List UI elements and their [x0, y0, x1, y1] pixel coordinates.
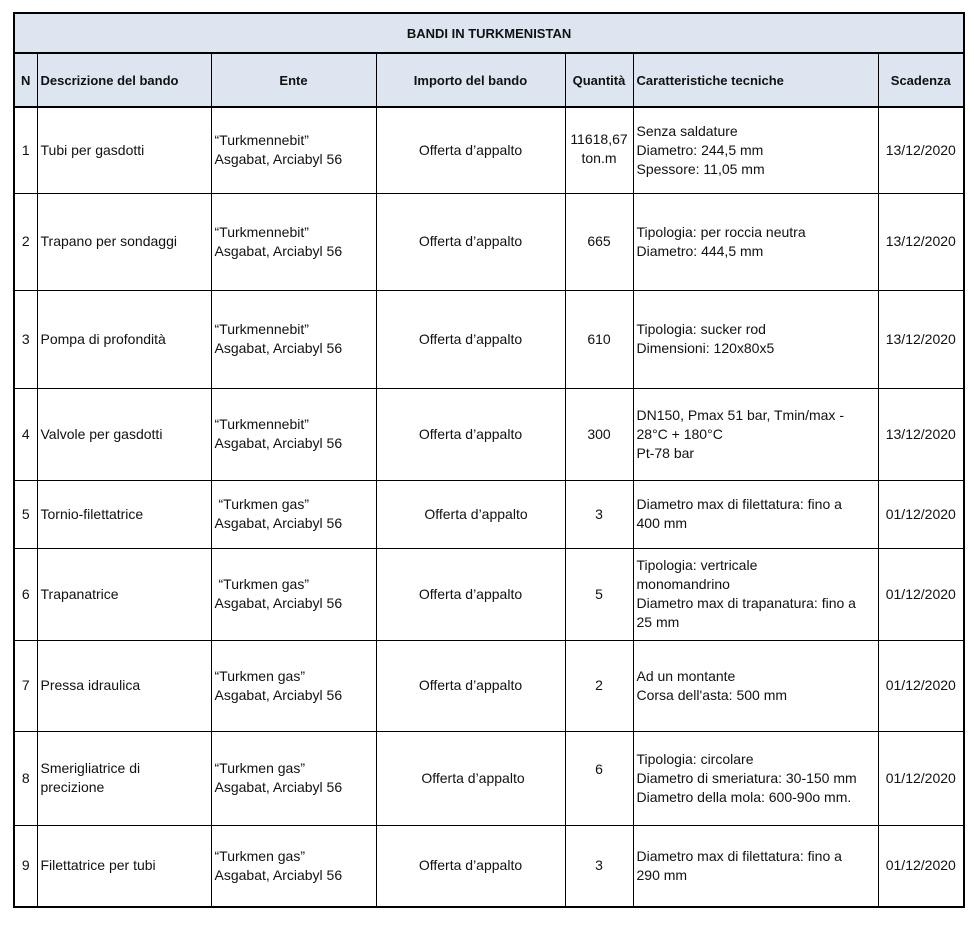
cell-quantita: [565, 388, 633, 480]
cell-scadenza: [878, 388, 964, 480]
cell-scadenza-text: 13/12/2020: [885, 425, 956, 442]
cell-quantita: [565, 640, 633, 731]
cell-importo-text: Offerta d’appalto: [418, 425, 523, 442]
cell-caratteristiche-text: Tipologia: sucker rod: [636, 321, 766, 337]
table-row: [14, 480, 964, 548]
cell-caratteristiche: [633, 388, 878, 480]
cell-descrizione: [37, 290, 211, 388]
cell-caratteristiche-text: DN150, Pmax 51 bar, Tmin/max -: [636, 406, 844, 423]
cell-scadenza: [878, 548, 964, 640]
cell-quantita: [565, 193, 633, 290]
cell-n: [14, 107, 37, 193]
header-n: N: [14, 53, 37, 107]
cell-quantita-text: 2: [595, 677, 603, 693]
cell-n-text: 3: [21, 330, 30, 347]
header-importo: Importo del bando: [376, 53, 565, 107]
cell-scadenza-text: 13/12/2020: [885, 233, 956, 249]
cell-caratteristiche-text: Diametro max di trapanatura: fino a: [636, 595, 856, 611]
cell-descrizione: [37, 731, 211, 825]
cell-scadenza-text: 01/12/2020: [885, 769, 956, 786]
cell-importo: [376, 193, 565, 290]
cell-descrizione: [37, 193, 211, 290]
cell-descrizione-text: Trapano per sondaggi: [40, 233, 177, 249]
cell-descrizione-text: Trapanatrice: [40, 585, 119, 602]
table-row: [14, 107, 964, 193]
cell-scadenza: [878, 193, 964, 290]
cell-descrizione-text: Filettatrice per tubi: [40, 857, 156, 874]
cell-ente-text: Asgabat, Arciabyl 56: [214, 515, 343, 531]
cell-caratteristiche-text: monomandrino: [636, 576, 730, 592]
cell-ente-text: “Turkmennebit”: [214, 223, 309, 240]
cell-n: [14, 388, 37, 480]
cell-caratteristiche-text: 290 mm: [636, 866, 688, 883]
table-body: [14, 107, 964, 907]
cell-n: [14, 290, 37, 388]
cell-caratteristiche-text: Senza saldature: [636, 122, 738, 139]
cell-scadenza-text: 01/12/2020: [885, 585, 956, 602]
cell-ente-text: Asgabat, Arciabyl 56: [214, 340, 343, 356]
cell-descrizione-text: Pressa idraulica: [40, 677, 141, 693]
cell-caratteristiche: [633, 480, 878, 548]
cell-quantita: [565, 107, 633, 193]
cell-n-text: 8: [21, 769, 30, 786]
cell-ente-text: “Turkmen gas”: [214, 847, 306, 864]
cell-scadenza: [878, 825, 964, 907]
cell-quantita: [565, 731, 633, 825]
cell-ente-text: “Turkmennebit”: [214, 416, 309, 432]
table-row: [14, 290, 964, 388]
cell-ente: [211, 480, 376, 548]
cell-caratteristiche-text: Diametro di smeriatura: 30-150 mm: [636, 769, 857, 786]
title-row: [14, 13, 964, 53]
cell-scadenza-text: 13/12/2020: [885, 141, 956, 158]
cell-descrizione: [37, 388, 211, 480]
cell-ente: [211, 548, 376, 640]
cell-caratteristiche-text: Tipologia: vertricale: [636, 557, 758, 573]
cell-importo: [376, 825, 565, 907]
cell-scadenza-text: 01/12/2020: [885, 857, 956, 874]
cell-ente: [211, 193, 376, 290]
cell-caratteristiche-text: 28°C + 180°C: [636, 425, 723, 442]
cell-quantita-text: ton.m: [581, 150, 617, 166]
cell-scadenza: [878, 290, 964, 388]
cell-n: [14, 640, 37, 731]
cell-caratteristiche-text: Ad un montante: [636, 667, 736, 684]
cell-caratteristiche-text: Spessore: 11,05 mm: [636, 160, 765, 177]
cell-ente-text: “Turkmen gas”: [218, 496, 310, 512]
cell-descrizione-text: Tornio-filettatrice: [40, 505, 144, 522]
cell-descrizione-text: Tubi per gasdotti: [40, 141, 145, 158]
cell-ente: [211, 107, 376, 193]
cell-scadenza: [878, 731, 964, 825]
cell-descrizione: [37, 825, 211, 907]
cell-descrizione-text: Pompa di profondità: [40, 330, 166, 347]
cell-quantita: [565, 548, 633, 640]
cell-ente-text: “Turkmennebit”: [214, 321, 309, 337]
cell-quantita: [565, 825, 633, 907]
cell-ente-text: Asgabat, Arciabyl 56: [214, 242, 343, 259]
cell-importo: [376, 640, 565, 731]
table-row: [14, 388, 964, 480]
cell-quantita: [565, 290, 633, 388]
cell-caratteristiche-text: 400 mm: [636, 515, 688, 531]
cell-descrizione: [37, 640, 211, 731]
cell-quantita-text: 5: [595, 585, 603, 602]
cell-caratteristiche: [633, 731, 878, 825]
cell-descrizione: [37, 107, 211, 193]
header-scadenza: Scadenza: [878, 53, 964, 107]
cell-ente-text: Asgabat, Arciabyl 56: [214, 779, 343, 795]
table-row: [14, 731, 964, 825]
cell-caratteristiche: [633, 193, 878, 290]
cell-ente-text: Asgabat, Arciabyl 56: [214, 866, 343, 883]
cell-ente: [211, 388, 376, 480]
cell-descrizione-text: Valvole per gasdotti: [40, 425, 163, 442]
cell-n: [14, 193, 37, 290]
cell-importo-text: Offerta d’appalto: [418, 330, 523, 347]
cell-n-text: 6: [21, 585, 30, 602]
cell-quantita-text: 300: [587, 425, 611, 442]
cell-scadenza-text: 01/12/2020: [885, 677, 956, 693]
header-descrizione: Descrizione del bando: [37, 53, 211, 107]
cell-importo: [376, 290, 565, 388]
cell-importo: [376, 480, 565, 548]
cell-importo-text: Offerta d’appalto: [418, 677, 523, 693]
cell-importo-text: Offerta d’appalto: [418, 233, 523, 249]
header-row: [14, 53, 964, 107]
cell-caratteristiche-text: 25 mm: [636, 614, 680, 630]
cell-caratteristiche-text: Tipologia: per roccia neutra: [636, 223, 806, 240]
header-quantita: Quantità: [565, 53, 633, 107]
cell-n-text: 7: [21, 677, 30, 693]
cell-descrizione-text: precizione: [40, 779, 105, 795]
cell-quantita-text: 665: [587, 233, 611, 249]
cell-importo-text: Offerta d’appalto: [418, 585, 523, 602]
cell-caratteristiche-text: Diametro max di filettatura: fino a: [636, 847, 842, 864]
table-row: [14, 193, 964, 290]
cell-ente-text: “Turkmennebit”: [214, 132, 309, 149]
cell-descrizione: [37, 480, 211, 548]
cell-ente-text: “Turkmen gas”: [218, 576, 310, 592]
cell-caratteristiche: [633, 548, 878, 640]
cell-ente-text: Asgabat, Arciabyl 56: [214, 686, 343, 703]
cell-importo-text: Offerta d’appalto: [418, 857, 523, 874]
cell-caratteristiche-text: Diametro: 444,5 mm: [636, 242, 764, 259]
cell-importo-text: Offerta d’appalto: [421, 769, 525, 786]
cell-caratteristiche-text: Diametro della mola: 600-90o mm.: [636, 788, 852, 805]
cell-caratteristiche: [633, 825, 878, 907]
header-ente: Ente: [211, 53, 376, 107]
cell-quantita-text: 11618,67: [570, 131, 628, 147]
cell-n: [14, 548, 37, 640]
cell-n-text: 4: [21, 425, 30, 442]
cell-importo-text: Offerta d’appalto: [424, 505, 528, 522]
cell-caratteristiche-text: Diametro max di filettatura: fino a: [636, 496, 842, 512]
cell-ente: [211, 825, 376, 907]
cell-quantita-text: 3: [595, 505, 603, 522]
table-row: [14, 548, 964, 640]
cell-scadenza: [878, 107, 964, 193]
cell-caratteristiche-text: Diametro: 244,5 mm: [636, 141, 764, 158]
cell-ente-text: “Turkmen gas”: [214, 667, 306, 684]
cell-importo: [376, 107, 565, 193]
cell-ente-text: Asgabat, Arciabyl 56: [214, 435, 343, 451]
cell-quantita-text: 3: [595, 857, 603, 874]
cell-n: [14, 480, 37, 548]
cell-caratteristiche: [633, 290, 878, 388]
cell-ente: [211, 640, 376, 731]
cell-ente: [211, 731, 376, 825]
cell-importo: [376, 548, 565, 640]
cell-descrizione: [37, 548, 211, 640]
cell-quantita: [565, 480, 633, 548]
cell-quantita-text: 610: [587, 330, 611, 347]
cell-scadenza: [878, 640, 964, 731]
cell-ente-text: Asgabat, Arciabyl 56: [214, 151, 343, 168]
cell-n-text: 5: [21, 505, 30, 522]
cell-n: [14, 825, 37, 907]
cell-ente-text: Asgabat, Arciabyl 56: [214, 595, 343, 611]
cell-caratteristiche-text: Dimensioni: 120x80x5: [636, 340, 775, 356]
table-row: [14, 640, 964, 731]
cell-scadenza: [878, 480, 964, 548]
cell-ente-text: “Turkmen gas”: [214, 760, 306, 776]
cell-caratteristiche-text: Tipologia: circolare: [636, 750, 754, 767]
header-caratteristiche: Caratteristiche tecniche: [633, 53, 878, 107]
cell-caratteristiche: [633, 640, 878, 731]
cell-caratteristiche: [633, 107, 878, 193]
cell-descrizione-text: Smerigliatrice di: [40, 760, 141, 776]
cell-n-text: 2: [21, 233, 30, 249]
cell-quantita-text: 6: [595, 760, 603, 777]
cell-importo: [376, 388, 565, 480]
table-title: BANDI IN TURKMENISTAN: [14, 13, 964, 53]
cell-scadenza-text: 01/12/2020: [885, 505, 956, 522]
cell-caratteristiche-text: Pt-78 bar: [636, 444, 695, 461]
cell-scadenza-text: 13/12/2020: [885, 330, 956, 347]
cell-n: [14, 731, 37, 825]
cell-n-text: 1: [21, 141, 30, 158]
cell-importo: [376, 731, 565, 825]
table-row: [14, 825, 964, 907]
cell-importo-text: Offerta d’appalto: [418, 141, 523, 158]
cell-caratteristiche-text: Corsa dell'asta: 500 mm: [636, 686, 788, 703]
bandi-table: [13, 12, 965, 908]
cell-ente: [211, 290, 376, 388]
cell-n-text: 9: [21, 857, 30, 874]
